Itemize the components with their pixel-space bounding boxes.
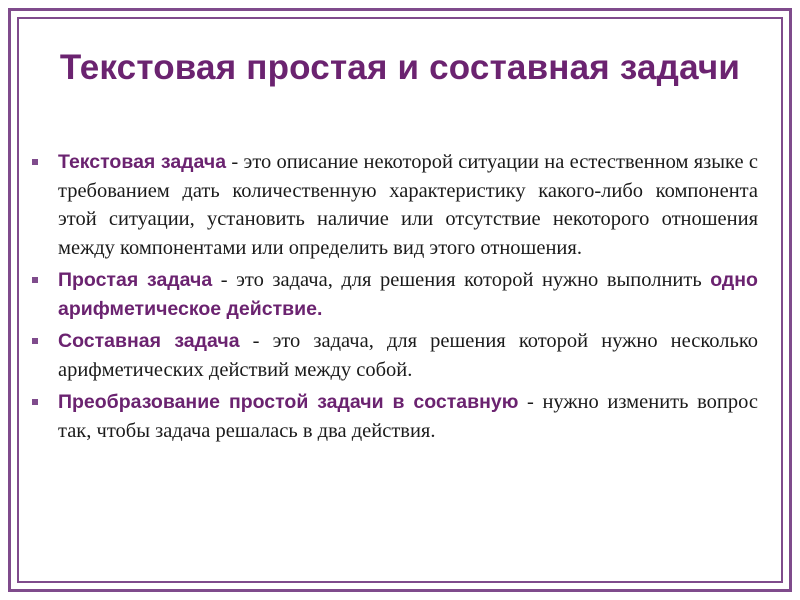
- term-text-problem: Текстовая задача: [58, 151, 227, 173]
- definition-text: - нужно изменить вопрос так, чтобы задача решалась в два действия.: [58, 391, 758, 442]
- definition-text: - это задача, для решения которой нужно выполнить: [212, 269, 711, 291]
- square-bullet-icon: [32, 338, 38, 344]
- term-compound-problem: Составная задача: [58, 330, 240, 352]
- square-bullet-icon: [32, 159, 38, 165]
- square-bullet-icon: [32, 277, 38, 283]
- term-simple-problem: Простая задача: [58, 269, 213, 291]
- content-list: [30, 148, 758, 449]
- slide-title: Текстовая простая и составная задачи: [59, 48, 741, 87]
- list-item: [30, 327, 758, 384]
- list-item: [30, 148, 758, 262]
- definition-text: - это задача, для решения которой нужно несколько арифметических действий между собой.: [58, 330, 758, 381]
- term-transformation: Преобразование простой задачи в составную: [58, 391, 519, 413]
- square-bullet-icon: [32, 399, 38, 405]
- definition-text: - это описание некоторой ситуации на естественном языке с требованием дать количественную характеристику какого-либо компонента этой ситуации, установить наличие или отсутствие некоторого отношения между компонентами или определить вид этого отношения.: [58, 151, 758, 259]
- emphasis-text: одно арифметическое действие.: [58, 269, 758, 320]
- list-item: [30, 266, 758, 323]
- list-item: [30, 388, 758, 445]
